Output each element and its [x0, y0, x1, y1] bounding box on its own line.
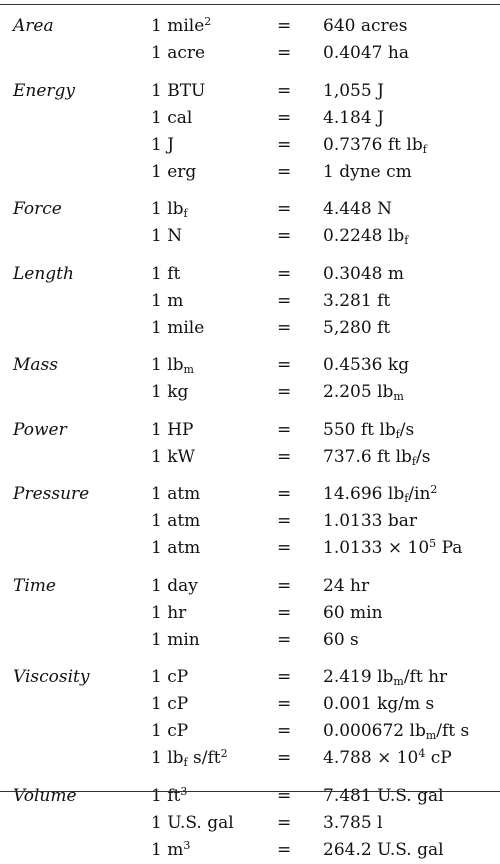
unit-subscript: m: [393, 675, 404, 688]
equals-sign: =: [277, 667, 292, 687]
converted-value: [323, 223, 408, 250]
conversion-row: [0, 132, 500, 159]
source-unit: [151, 196, 188, 223]
unit-text: 1 cP: [151, 667, 189, 687]
converted-value: [323, 691, 434, 718]
conversion-row: [0, 13, 500, 40]
unit-text: /ft hr: [403, 667, 448, 687]
source-unit: [151, 159, 196, 186]
unit-text: 4.448 N: [323, 199, 392, 219]
unit-superscript: 3: [183, 838, 191, 852]
source-unit: [151, 664, 188, 691]
conversion-row: [0, 783, 500, 810]
category-label: Force: [13, 199, 62, 219]
source-unit: [151, 783, 187, 810]
converted-value: [323, 535, 462, 562]
unit-text: 1 cal: [151, 107, 193, 128]
conversion-row: [0, 691, 500, 718]
unit-text: 1 N: [151, 226, 183, 246]
unit-text: 1 HP: [151, 419, 194, 440]
converted-value: [323, 352, 409, 379]
unit-text: /s: [416, 446, 431, 467]
equals-sign: =: [277, 355, 292, 375]
source-unit: [151, 379, 188, 406]
converted-value: [323, 417, 414, 444]
converted-value: [323, 132, 427, 159]
unit-subscript: f: [183, 756, 188, 769]
converted-value: [323, 40, 409, 67]
unit-text: 0.3048 m: [323, 263, 405, 284]
unit-subscript: m: [393, 390, 404, 403]
table-top-rule: [0, 4, 500, 5]
equals-sign: =: [277, 511, 292, 531]
source-unit: [151, 508, 200, 535]
category-label: Energy: [13, 80, 76, 101]
unit-text: 0.2248 lb: [323, 226, 405, 246]
source-unit: [151, 718, 188, 745]
source-unit: [151, 78, 205, 105]
unit-text: 1 ft: [151, 263, 181, 284]
unit-text: 1 hr: [151, 602, 187, 623]
converted-value: [323, 444, 430, 471]
unit-superscript: 3: [180, 784, 188, 798]
category-label: Power: [13, 419, 67, 440]
equals-sign: =: [277, 602, 292, 623]
unit-text: 1 atm: [151, 511, 201, 531]
unit-text: 2.205 lb: [323, 382, 394, 402]
unit-text: 1 J: [151, 134, 175, 155]
unit-subscript: m: [425, 729, 437, 742]
converted-value: [323, 481, 437, 508]
unit-text: 640 acres: [323, 16, 408, 36]
unit-text: 1 lb: [151, 199, 184, 219]
conversion-row: [0, 379, 500, 406]
converted-value: [323, 600, 383, 627]
equals-sign: =: [277, 839, 292, 860]
conversion-row: [0, 837, 500, 864]
conversion-row: [0, 481, 500, 508]
source-unit: [151, 223, 182, 250]
equals-sign: =: [277, 317, 292, 338]
equals-sign: =: [277, 446, 292, 467]
converted-value: [323, 783, 444, 810]
unit-text: cP: [425, 748, 452, 768]
unit-text: 1 kg: [151, 382, 189, 402]
equals-sign: =: [277, 382, 292, 402]
unit-text: 0.4536 kg: [323, 355, 410, 375]
source-unit: [151, 481, 200, 508]
source-unit: [151, 417, 193, 444]
source-unit: [151, 745, 228, 772]
unit-text: /in: [408, 484, 431, 504]
equals-sign: =: [277, 263, 292, 284]
unit-text: 1 mile: [151, 317, 205, 338]
equals-sign: =: [277, 43, 292, 63]
source-unit: [151, 600, 186, 627]
converted-value: [323, 837, 444, 864]
converted-value: [323, 288, 390, 315]
unit-subscript: f: [404, 492, 409, 505]
conversion-row: [0, 105, 500, 132]
converted-value: [323, 315, 390, 342]
conversion-row: [0, 810, 500, 837]
unit-subscript: f: [395, 427, 400, 441]
conversion-row: [0, 627, 500, 654]
converted-value: [323, 718, 469, 745]
group-viscosity: [0, 664, 500, 772]
converted-value: [323, 196, 392, 223]
category-label: Volume: [13, 785, 77, 806]
converted-value: [323, 13, 407, 40]
converted-value: [323, 664, 447, 691]
unit-text: 1 acre: [151, 43, 206, 63]
source-unit: [151, 627, 200, 654]
unit-text: /ft s: [436, 721, 470, 741]
converted-value: [323, 508, 417, 535]
unit-text: 60 s: [323, 629, 359, 650]
unit-text: 1 atm: [151, 538, 201, 558]
unit-text: 1.0133 × 10: [323, 538, 430, 558]
category-label: Area: [13, 16, 54, 36]
equals-sign: =: [277, 812, 292, 833]
conversion-row: [0, 223, 500, 250]
source-unit: [151, 288, 183, 315]
source-unit: [151, 691, 188, 718]
source-unit: [151, 573, 198, 600]
unit-superscript: 4: [418, 747, 426, 760]
unit-text: 4.184 J: [323, 107, 384, 128]
conversion-row: [0, 417, 500, 444]
unit-text: 1 kW: [151, 446, 195, 467]
unit-text: 1 mile: [151, 16, 205, 36]
source-unit: [151, 444, 195, 471]
category-label: Mass: [13, 355, 58, 375]
unit-text: 60 min: [323, 602, 383, 623]
equals-sign: =: [277, 199, 292, 219]
unit-text: 1 lb: [151, 355, 184, 375]
conversion-row: [0, 78, 500, 105]
equals-sign: =: [277, 721, 292, 741]
unit-text: 3.281 ft: [323, 290, 391, 311]
group-length: [0, 261, 500, 342]
conversion-row: [0, 573, 500, 600]
source-unit: [151, 261, 180, 288]
conversion-row: [0, 159, 500, 186]
conversion-row: [0, 535, 500, 562]
unit-text: 7.481 U.S. gal: [323, 785, 444, 806]
source-unit: [151, 810, 234, 837]
unit-text: 1.0133 bar: [323, 511, 418, 531]
equals-sign: =: [277, 80, 292, 101]
source-unit: [151, 132, 174, 159]
unit-subscript: f: [404, 234, 409, 247]
conversion-row: [0, 315, 500, 342]
unit-text: 1 m: [151, 839, 184, 860]
equals-sign: =: [277, 419, 292, 440]
unit-text: 3.785 l: [323, 812, 383, 833]
unit-text: 1 ft: [151, 785, 181, 806]
group-mass: [0, 352, 500, 406]
unit-text: Pa: [436, 538, 463, 558]
unit-text: 1 lb: [151, 748, 184, 768]
unit-text: /s: [399, 419, 415, 440]
source-unit: [151, 837, 190, 864]
equals-sign: =: [277, 748, 292, 768]
conversion-row: [0, 600, 500, 627]
equals-sign: =: [277, 629, 292, 650]
unit-text: 1 cP: [151, 721, 189, 741]
category-label: Pressure: [13, 484, 90, 504]
equals-sign: =: [277, 484, 292, 504]
unit-text: 550 ft lb: [323, 419, 396, 440]
unit-subscript: f: [183, 207, 188, 220]
unit-text: 1 dyne cm: [323, 161, 412, 182]
equals-sign: =: [277, 575, 292, 596]
unit-subscript: m: [183, 363, 194, 376]
group-pressure: [0, 481, 500, 562]
source-unit: [151, 13, 211, 40]
converted-value: [323, 261, 404, 288]
converted-value: [323, 810, 383, 837]
table-bottom-rule: [0, 791, 500, 792]
conversion-row: [0, 196, 500, 223]
equals-sign: =: [277, 107, 292, 128]
unit-superscript: 2: [220, 747, 228, 760]
group-area: [0, 13, 500, 67]
group-force: [0, 196, 500, 250]
unit-superscript: 2: [430, 483, 438, 496]
unit-text: 1 atm: [151, 484, 201, 504]
unit-text: 737.6 ft lb: [323, 446, 412, 467]
unit-text: 5,280 ft: [323, 317, 391, 338]
unit-subscript: f: [422, 142, 427, 156]
conversion-row: [0, 288, 500, 315]
conversion-row: [0, 745, 500, 772]
group-volume: [0, 783, 500, 864]
unit-superscript: 5: [429, 537, 437, 550]
source-unit: [151, 40, 205, 67]
unit-subscript: f: [411, 454, 416, 468]
source-unit: [151, 352, 194, 379]
category-label: Viscosity: [13, 667, 90, 687]
converted-value: [323, 78, 384, 105]
equals-sign: =: [277, 785, 292, 806]
converted-value: [323, 573, 369, 600]
unit-text: 24 hr: [323, 575, 370, 596]
unit-text: 2.419 lb: [323, 667, 394, 687]
equals-sign: =: [277, 16, 292, 36]
unit-superscript: 2: [204, 15, 212, 28]
unit-text: 0.001 kg/m s: [323, 694, 435, 714]
equals-sign: =: [277, 290, 292, 311]
unit-text: 0.7376 ft lb: [323, 134, 423, 155]
equals-sign: =: [277, 134, 292, 155]
unit-conversion-table: [0, 13, 500, 864]
source-unit: [151, 315, 204, 342]
converted-value: [323, 379, 404, 406]
group-energy: [0, 78, 500, 186]
unit-text: 1 min: [151, 629, 200, 650]
unit-text: 264.2 U.S. gal: [323, 839, 444, 860]
equals-sign: =: [277, 694, 292, 714]
unit-text: 1 day: [151, 575, 198, 596]
group-time: [0, 573, 500, 654]
conversion-row: [0, 508, 500, 535]
unit-text: 4.788 × 10: [323, 748, 419, 768]
unit-text: 0.000672 lb: [323, 721, 426, 741]
equals-sign: =: [277, 161, 292, 182]
unit-text: 1 cP: [151, 694, 189, 714]
unit-text: 1 erg: [151, 161, 197, 182]
unit-text: 0.4047 ha: [323, 43, 409, 63]
conversion-row: [0, 664, 500, 691]
unit-text: 1 m: [151, 290, 184, 311]
conversion-row: [0, 718, 500, 745]
equals-sign: =: [277, 538, 292, 558]
category-label: Length: [13, 263, 74, 284]
group-power: [0, 417, 500, 471]
source-unit: [151, 105, 192, 132]
conversion-row: [0, 444, 500, 471]
converted-value: [323, 627, 359, 654]
converted-value: [323, 745, 452, 772]
conversion-row: [0, 40, 500, 67]
conversion-row: [0, 261, 500, 288]
category-label: Time: [13, 575, 56, 596]
unit-text: s/ft: [187, 748, 221, 768]
equals-sign: =: [277, 226, 292, 246]
unit-text: 1,055 J: [323, 80, 384, 101]
unit-text: 1 U.S. gal: [151, 812, 234, 833]
converted-value: [323, 159, 412, 186]
conversion-row: [0, 352, 500, 379]
unit-text: 14.696 lb: [323, 484, 405, 504]
source-unit: [151, 535, 200, 562]
unit-text: 1 BTU: [151, 80, 206, 101]
converted-value: [323, 105, 384, 132]
